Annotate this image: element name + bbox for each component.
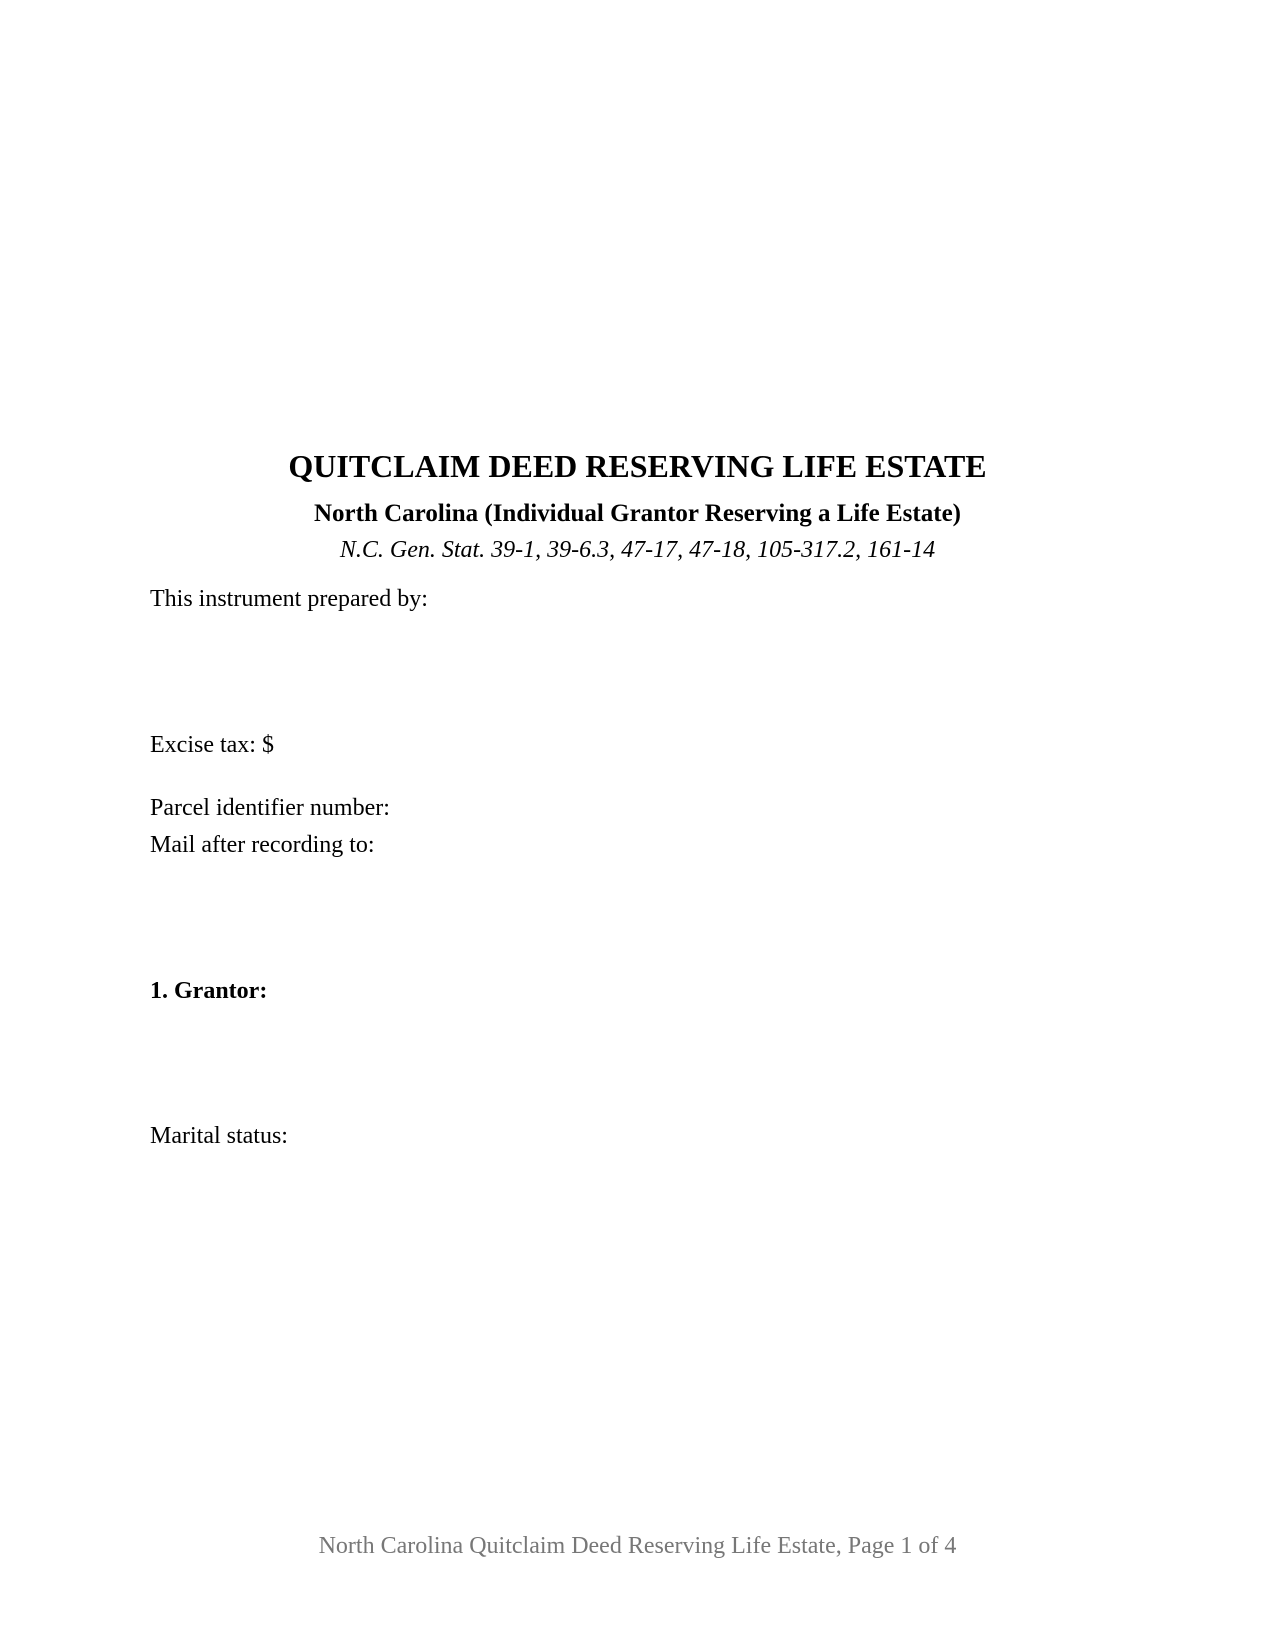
page-footer: North Carolina Quitclaim Deed Reserving Life Estate, Page 1 of 4: [318, 1533, 957, 1559]
document-title: QUITCLAIM DEED RESERVING LIFE ESTATE: [288, 448, 987, 484]
grantor-heading: 1. Grantor:: [150, 978, 268, 1004]
document-subtitle: North Carolina (Individual Grantor Reserving a Life Estate): [314, 500, 961, 527]
marital-status-label: Marital status:: [150, 1123, 288, 1149]
prepared-by-label: This instrument prepared by:: [150, 586, 428, 612]
excise-tax-label: Excise tax: $: [150, 732, 274, 758]
parcel-id-label: Parcel identifier number:: [150, 795, 390, 821]
statute-citations: N.C. Gen. Stat. 39-1, 39-6.3, 47-17, 47-18, 105-317.2, 161-14: [339, 537, 936, 563]
mail-to-label: Mail after recording to:: [150, 832, 375, 858]
